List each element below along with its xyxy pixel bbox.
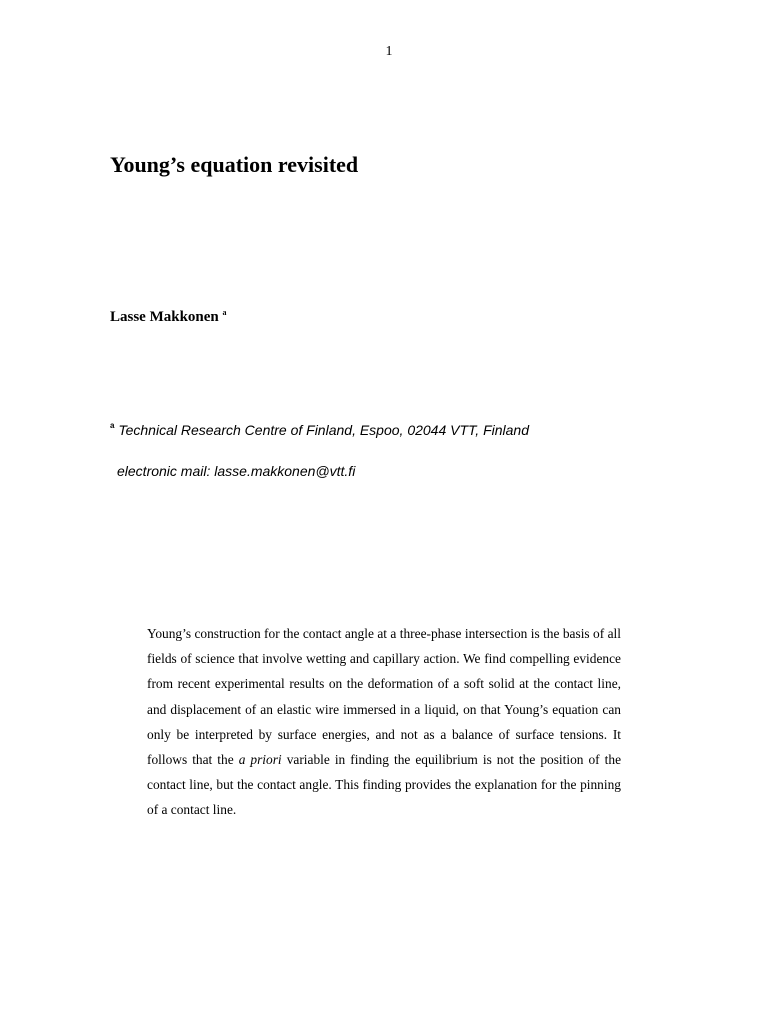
abstract-text-part1: Young’s construction for the contact angle at a three-phase intersection is the basis of all fields of science that involve wetting and capillary action. We find compelling evidence from recent experimental results on the deformation of a soft solid at the contact line, and displacement of an elastic wire immersed in a liquid, on that Young’s equation can only be interpreted by surface energies, and not as a balance of surface tensions. It follows that the [147, 626, 621, 768]
affiliation-line [110, 422, 529, 438]
author-line [110, 309, 227, 326]
author-superscript: a [222, 308, 227, 317]
email-line: electronic mail: lasse.makkonen@vtt.fi [117, 463, 356, 479]
abstract-paragraph [147, 621, 621, 823]
abstract-text-part2: variable in finding the equilibrium is not the position of the contact line, but the contact angle. This finding provides the explanation for the pinning of a contact line. [147, 752, 622, 818]
affiliation-text: Technical Research Centre of Finland, Espoo, 02044 VTT, Finland [118, 422, 529, 438]
affiliation-superscript: a [110, 421, 115, 430]
paper-title: Young’s equation revisited [110, 152, 359, 177]
abstract-italic-term: a priori [238, 752, 282, 768]
author-name: Lasse Makkonen [110, 309, 219, 325]
page-number: 1 [385, 44, 393, 59]
